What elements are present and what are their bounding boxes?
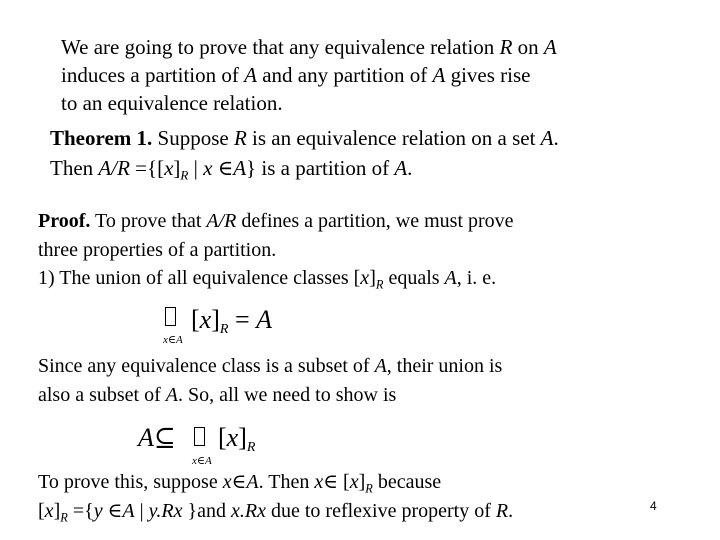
equation-subset: A⊆ $[x]_R$ x∈A — [138, 423, 256, 467]
proof-line-4: Since any equivalence class is a subset of A, their union is — [38, 355, 503, 377]
theorem-line-2: Then $A/R =\{[x]_R$ | x ∈A} is a partition of A. — [50, 156, 413, 183]
page-number: 4 — [650, 499, 657, 513]
theorem-line-1: Theorem 1. Suppose R is an equivalence relation on a set A. — [50, 126, 559, 150]
proof-line-2: three properties of a partition. — [38, 239, 277, 261]
proof-line-3: 1) The union of all equivalence classes $[x]_R$ equals A, i. e. — [38, 267, 497, 292]
theorem-label: Theorem 1. — [50, 126, 153, 150]
proof-line-1: Proof. To prove that A/R defines a partition, we must prove — [38, 210, 514, 232]
proof-label: Proof. — [38, 210, 91, 232]
equation-union: $[x]_R = A$ x∈A — [163, 305, 273, 346]
proof-line-7: $[x]_R =\{y$ ∈A | y.Rx }and x.Rx due to reflexive property of R. — [38, 500, 514, 525]
intro-line-1: We are going to prove that any equivalence relation R on A — [61, 35, 557, 59]
union-symbol-icon — [194, 427, 205, 446]
intro-line-2: induces a partition of A and any partition of A gives rise — [61, 63, 531, 87]
union-symbol-icon — [165, 307, 176, 326]
proof-line-5: also a subset of A. So, all we need to show is — [38, 384, 397, 406]
intro-line-3: to an equivalence relation. — [61, 91, 283, 115]
proof-line-6: To prove this, suppose x∈A. Then x∈ $[x]_R$ because — [38, 471, 442, 496]
